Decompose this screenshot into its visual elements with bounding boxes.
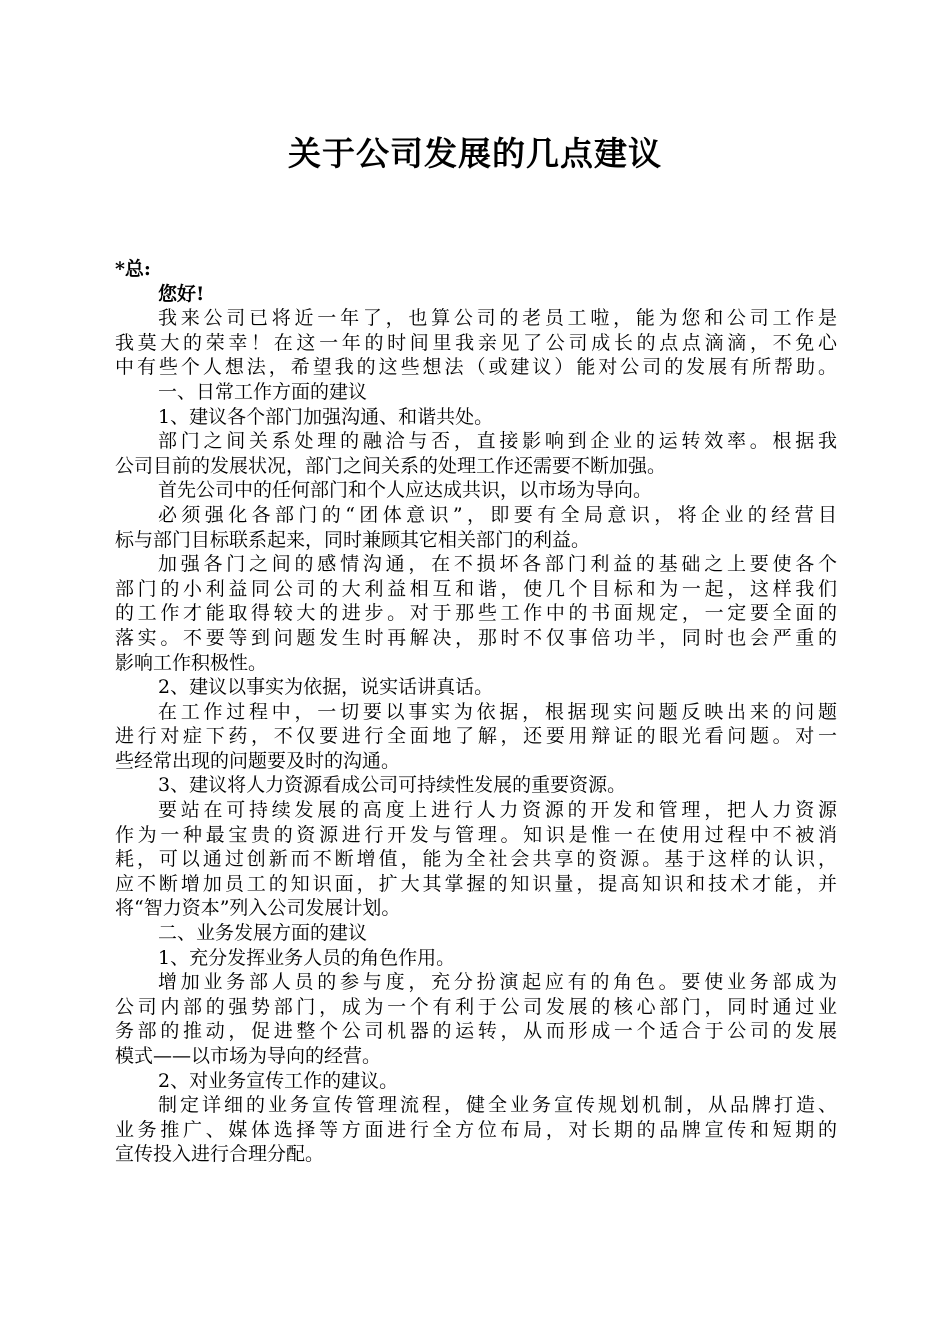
body-line: 一、日常工作方面的建议 — [158, 380, 368, 403]
body-line: 公司目前的发展状况，部门之间关系的处理工作还需要不断加强。 — [115, 454, 667, 477]
body-line: 3、建议将人力资源看成公司可持续性发展的重要资源。 — [158, 774, 627, 797]
body-line: 部门之间关系处理的融洽与否，直接影响到企业的运转效率。根据我 — [158, 430, 837, 453]
body-line: 进行对症下药，不仅要进行全面地了解，还要用辩证的眼光看问题。对一 — [115, 725, 837, 748]
body-line: 模式——以市场为导向的经营。 — [115, 1045, 382, 1067]
body-line: 标与部门目标联系起来，同时兼顾其它相关部门的利益。 — [115, 528, 591, 551]
body-line: 首先公司中的任何部门和个人应达成共识，以市场为导向。 — [158, 479, 653, 502]
body-line: 加强各门之间的感情沟通，在不损坏各部门利益的基础之上要使各个 — [158, 553, 837, 576]
body-line: 应不断增加员工的知识面，扩大其掌握的知识量，提高知识和技术才能，并 — [115, 872, 837, 895]
body-line: 2、建议以事实为依据，说实话讲真话。 — [158, 676, 494, 699]
body-line: 增加业务部人员的参与度，充分扮演起应有的角色。要使业务部成为 — [158, 971, 837, 994]
body-line: 些经常出现的问题要及时的沟通。 — [115, 749, 401, 772]
body-line: 要站在可持续发展的高度上进行人力资源的开发和管理，把人力资源 — [158, 799, 837, 822]
body-line: 我来公司已将近一年了，也算公司的老员工啦，能为您和公司工作是 — [158, 307, 837, 330]
document-body — [115, 257, 837, 1167]
body-line: 务部的推动，促进整个公司机器的运转，从而形成一个适合于公司的发展 — [115, 1020, 837, 1043]
body-line: 制定详细的业务宣传管理流程，健全业务宣传规划机制，从品牌打造、 — [158, 1094, 837, 1117]
body-line: 耗，可以通过创新而不断增值，能为全社会共享的资源。基于这样的认识， — [115, 848, 837, 871]
body-line: 影响工作积极性。 — [115, 651, 268, 674]
document-title: 关于公司发展的几点建议 — [288, 134, 662, 173]
body-line: 公司内部的强势部门，成为一个有利于公司发展的核心部门，同时通过业 — [115, 995, 837, 1018]
body-line: 部门的小利益同公司的大利益相互和谐，使几个目标和为一起，这样我们 — [115, 577, 837, 600]
body-line: 必须强化各部门的“团体意识”，即要有全局意识，将企业的经营目 — [158, 503, 837, 526]
body-line: 将“智力资本”列入公司发展计划。 — [115, 897, 401, 920]
body-line: 2、对业务宣传工作的建议。 — [158, 1069, 399, 1092]
salutation: *总: — [115, 258, 151, 280]
body-line: 在工作过程中，一切要以事实为依据，根据现实问题反映出来的问题 — [158, 700, 837, 723]
body-line: 作为一种最宝贵的资源进行开发与管理。知识是惟一在使用过程中不被消 — [115, 823, 837, 846]
body-line: 1、建议各个部门加强沟通、和谐共处。 — [158, 405, 494, 428]
body-line: 落实。不要等到问题发生时再解决，那时不仅事倍功半，同时也会严重的 — [115, 626, 837, 649]
body-line: 业务推广、媒体选择等方面进行全方位布局，对长期的品牌宣传和短期的 — [115, 1118, 837, 1141]
body-line: 二、业务发展方面的建议 — [158, 922, 368, 945]
greeting: 您好! — [158, 282, 205, 305]
body-line: 1、充分发挥业务人员的角色作用。 — [158, 946, 456, 969]
body-line: 宣传投入进行合理分配。 — [115, 1143, 325, 1166]
body-line: 中有些个人想法，希望我的这些想法（或建议）能对公司的发展有所帮助。 — [115, 356, 837, 379]
body-line: 的工作才能取得较大的进步。对于那些工作中的书面规定，一定要全面的 — [115, 602, 837, 625]
body-line: 我莫大的荣幸！在这一年的时间里我亲见了公司成长的点点滴滴，不免心 — [115, 331, 837, 354]
